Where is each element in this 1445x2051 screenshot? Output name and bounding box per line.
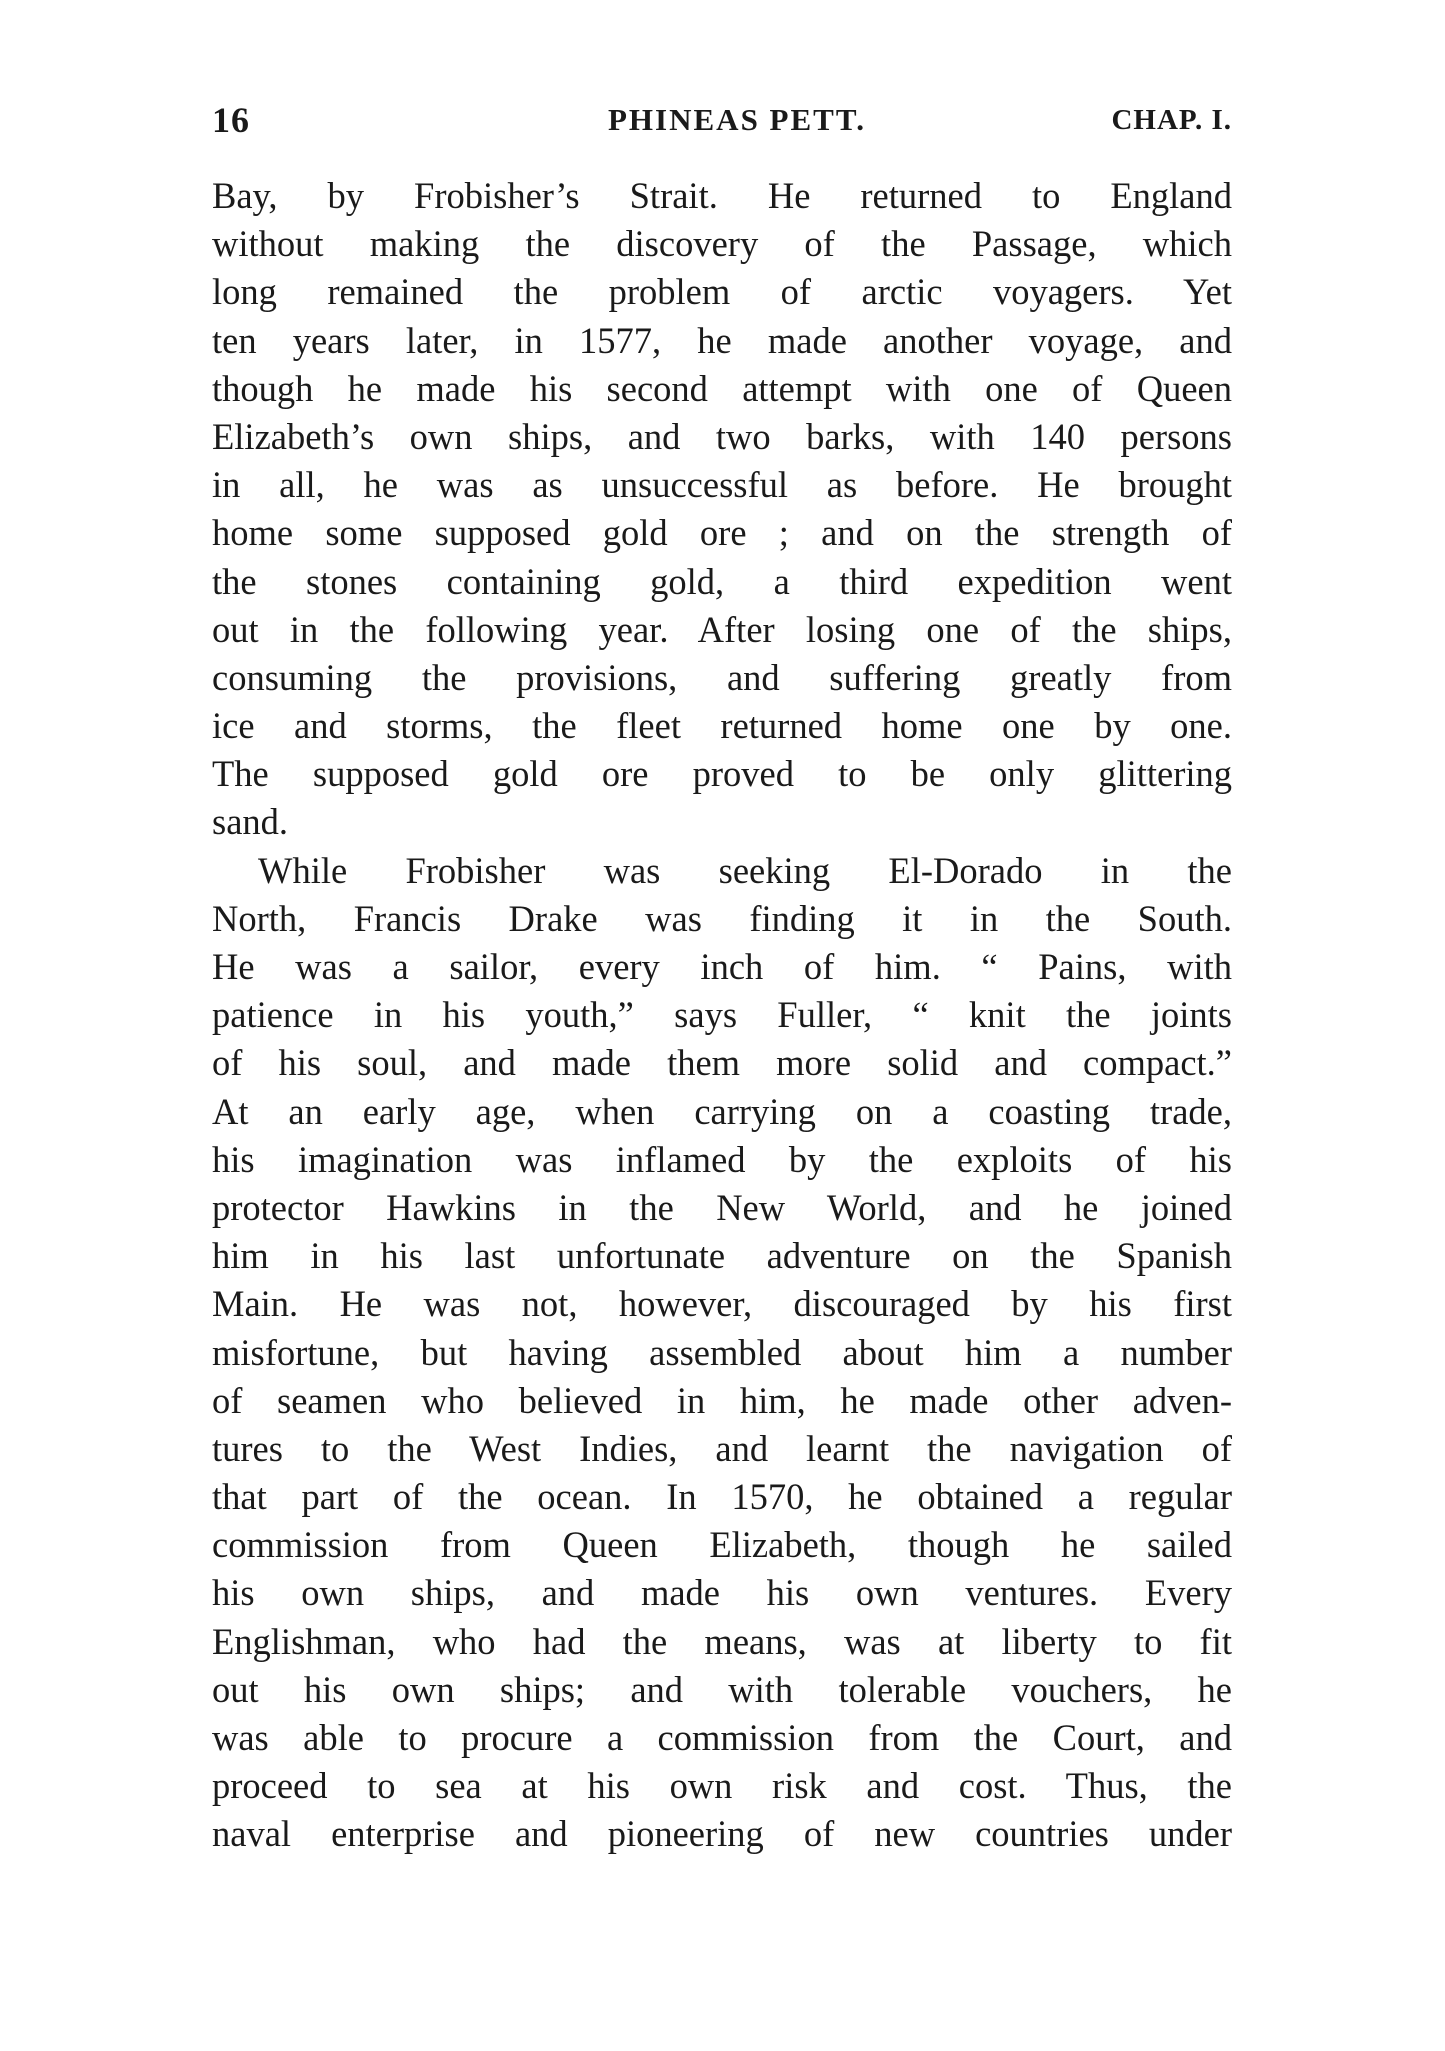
text-line: was able to procure a commission from the Court, and [212,1717,1232,1758]
text-line: Elizabeth’s own ships, and two barks, with 140 persons [212,415,1232,457]
text-line: commission from Queen Elizabeth, though he sailed [212,1524,1232,1566]
chapter-label: CHAP. I. [1111,104,1232,136]
paragraph [212,172,1232,847]
text-line: The supposed gold ore proved to be only glittering [212,753,1232,795]
text-line: that part of the ocean. In 1570, he obtained a regular [212,1476,1232,1518]
text-line: Englishman, who had the means, was at liberty to fit [212,1620,1232,1662]
text-line: Main. He was not, however, discouraged by his first [212,1283,1232,1325]
paragraph [212,847,1232,1859]
text-line: At an early age, when carrying on a coasting trade, [212,1090,1232,1132]
running-title: PHINEAS PETT. [608,102,866,137]
text-line: in all, he was as unsuccessful as before. He brought [212,464,1232,506]
page-number: 16 [212,100,250,140]
text-line: home some supposed gold ore ; and on the strength of [212,512,1232,554]
text-line: without making the discovery of the Passage, which [212,223,1232,265]
text-line: misfortune, but having assembled about him a number [212,1331,1232,1373]
text-line: long remained the problem of arctic voyagers. Yet [212,271,1232,313]
book-page [212,98,1232,1859]
text-line: ten years later, in 1577, he made another voyage, and [212,319,1232,361]
text-line: his imagination was inflamed by the exploits of his [212,1138,1232,1180]
text-line: though he made his second attempt with one of Queen [212,367,1232,409]
text-line: tures to the West Indies, and learnt the navigation of [212,1427,1232,1469]
text-line: ice and storms, the fleet returned home one by one. [212,705,1232,747]
text-line: protector Hawkins in the New World, and he joined [212,1186,1232,1228]
text-line: North, Francis Drake was finding it in the South. [212,897,1232,939]
text-line: of seamen who believed in him, he made other adven- [212,1379,1232,1421]
text-line: him in his last unfortunate adventure on the Spanish [212,1235,1232,1277]
text-line: sand. [212,801,289,843]
text-line: Bay, by Frobisher’s Strait. He returned to England [212,175,1232,216]
text-line: the stones containing gold, a third expedition went [212,560,1232,602]
text-line: of his soul, and made them more solid and compact.” [212,1042,1232,1084]
text-line: While Frobisher was seeking El-Dorado in the [258,849,1232,891]
text-line: out his own ships; and with tolerable vouchers, he [212,1668,1232,1710]
text-line: patience in his youth,” says Fuller, “ knit the joints [212,994,1232,1036]
text-line: out in the following year. After losing one of the ships, [212,608,1232,650]
text-line: his own ships, and made his own ventures. Every [212,1572,1232,1614]
text-line: consuming the provisions, and suffering greatly from [212,656,1232,698]
text-line: He was a sailor, every inch of him. “ Pains, with [212,946,1232,987]
running-head [212,98,1232,142]
text-line: proceed to sea at his own risk and cost. Thus, the [212,1765,1232,1807]
body-text [212,172,1232,1859]
text-line: naval enterprise and pioneering of new countries under [212,1813,1232,1855]
